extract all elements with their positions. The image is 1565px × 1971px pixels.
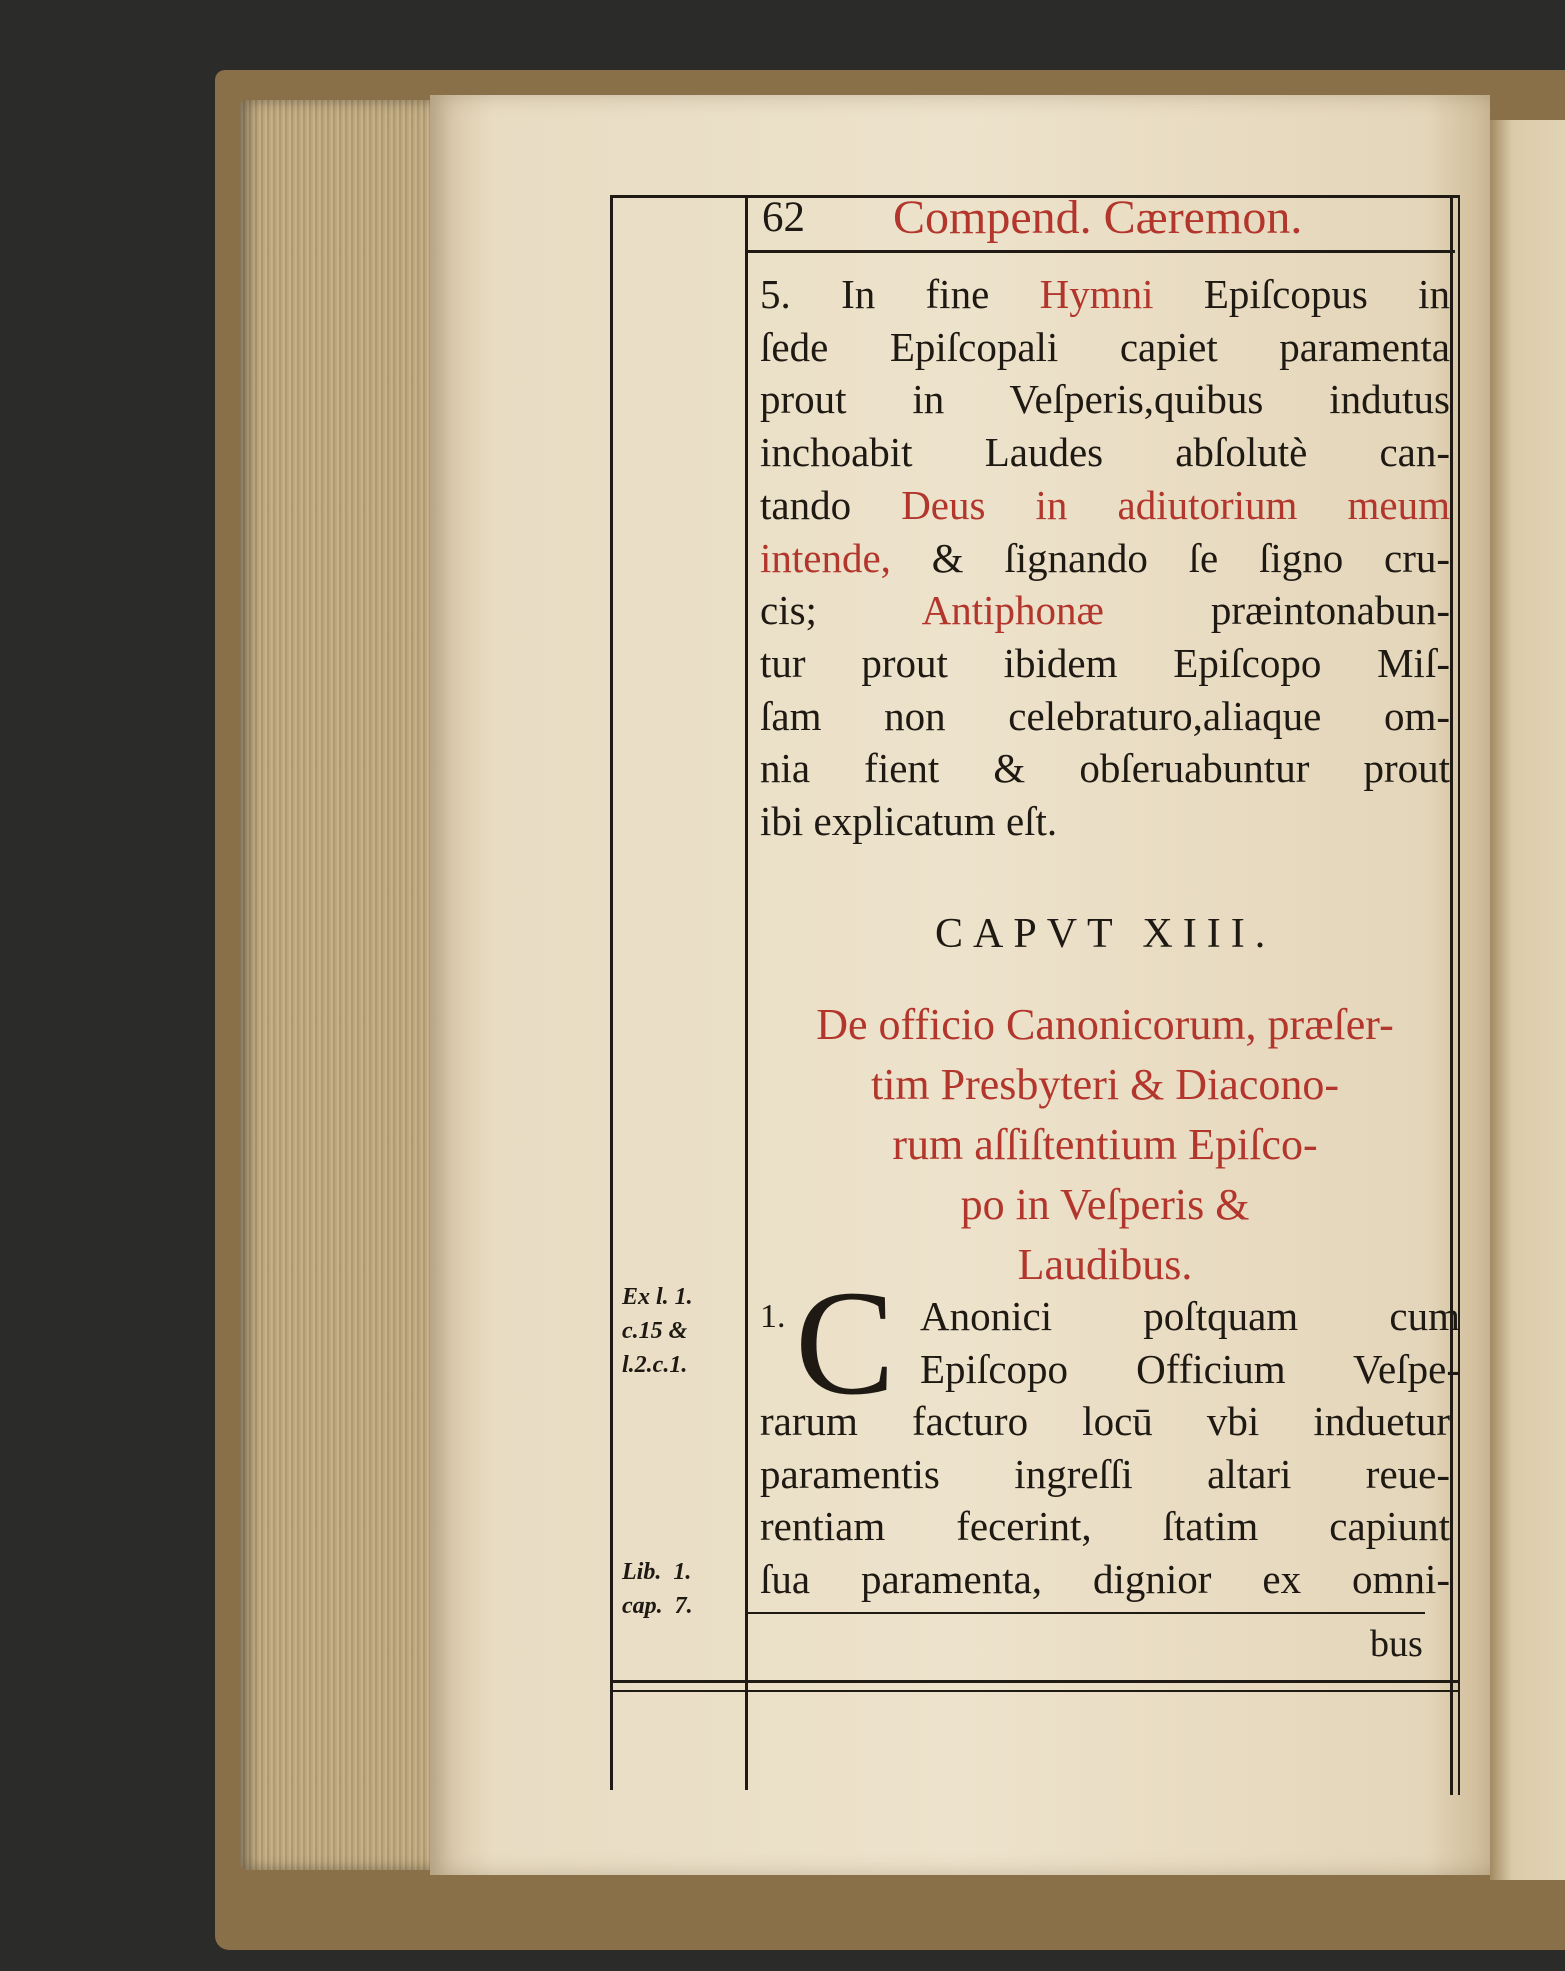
text-line (760, 268, 1450, 321)
text-line (760, 795, 1450, 848)
catchword: bus (1370, 1623, 1423, 1665)
body-text: ibi explicatum eſt. (760, 798, 1058, 845)
text-line: Epiſcopo Officium Veſpe- (920, 1345, 1460, 1392)
text-line: paramentis ingreſſi altari reue- (760, 1450, 1450, 1497)
body-text: Epiſcopus in (1153, 271, 1450, 317)
rubric-text: Deus in adiutorium meum (901, 481, 1450, 528)
chapter-title (745, 995, 1465, 1295)
body-text: prout in Veſperis,quibus indutus (760, 376, 1450, 423)
body-text: præintonabun- (1103, 587, 1450, 634)
body-text: 5. In fine (760, 271, 1040, 317)
page-edges (240, 100, 440, 1870)
drop-cap: C (795, 1260, 896, 1426)
text-line (760, 690, 1450, 743)
chapter-title-line: po in Veſperis & (960, 1180, 1250, 1229)
text-line (760, 321, 1450, 374)
text-line (760, 584, 1450, 637)
body-text: ſede Epiſcopali capiet paramenta (760, 323, 1450, 370)
text-line (760, 637, 1450, 690)
header-underline (745, 250, 1455, 253)
chapter-title-line: De officio Canonicorum, præſer- (816, 1000, 1394, 1049)
page-number: 62 (762, 194, 805, 241)
rubric-text: Antiphonæ (921, 587, 1104, 634)
body-text: tando (760, 481, 902, 528)
text-line (760, 742, 1450, 795)
text-line (760, 426, 1450, 479)
frame-left-rule (610, 195, 613, 1790)
chapter-title-line: Laudibus. (1017, 1240, 1193, 1289)
body-text: inchoabit Laudes abſolutè can- (760, 429, 1450, 476)
running-title: Compend. Cæremon. (893, 191, 1303, 244)
paragraph-number: 1. (760, 1298, 786, 1335)
body-text: & ſignando ſe ſigno cru- (890, 534, 1450, 581)
rubric-text: intende, (760, 534, 891, 581)
text-line (760, 532, 1450, 585)
frame-bottom-rule (610, 1680, 1460, 1683)
text-line: Anonici poſtquam cum (920, 1293, 1460, 1339)
text-line: ſua paramenta, dignior ex omni- (760, 1556, 1450, 1603)
facing-page-edge (1490, 120, 1565, 1880)
chapter-heading: CAPVT XIII. (935, 911, 1276, 957)
body-text: cis; (760, 587, 922, 634)
body-text: ſam non celebraturo,aliaque om- (760, 692, 1450, 739)
margin-note: Lib. 1. cap. 7. (622, 1559, 693, 1619)
frame-bottom-rule-outer (610, 1690, 1460, 1692)
chapter-title-line: tim Presbyteri & Diacono- (870, 1060, 1339, 1109)
chapter-title-line: rum aſſiſtentium Epiſco- (892, 1120, 1318, 1169)
rubric-text: Hymni (1039, 271, 1154, 317)
catchword-rule (745, 1612, 1425, 1614)
section-5-text (760, 268, 1450, 848)
text-line: rarum facturo locū vbi induetur (760, 1398, 1450, 1444)
paragraph-1-body (760, 1395, 1450, 1606)
body-text: tur prout ibidem Epiſcopo Miſ- (760, 639, 1450, 686)
frame-inner-rule (745, 195, 748, 1790)
margin-note: Ex l. 1. c.15 & l.2.c.1. (622, 1284, 693, 1378)
text-line: rentiam fecerint, ſtatim capiunt (760, 1503, 1450, 1550)
body-text: nia fient & obſeruabuntur prout (760, 745, 1450, 792)
text-line (760, 373, 1450, 426)
text-line (760, 479, 1450, 532)
paragraph-1-opening (920, 1290, 1460, 1395)
